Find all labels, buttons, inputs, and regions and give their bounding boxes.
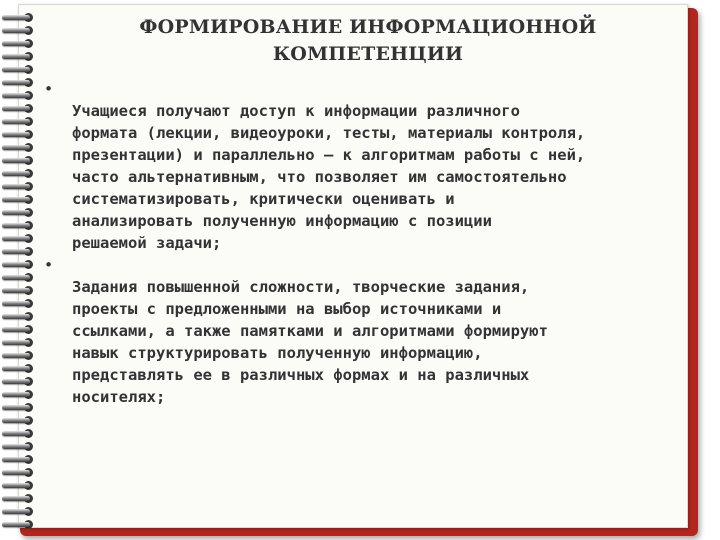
spiral-coil: [2, 36, 38, 50]
spiral-coil: [2, 361, 38, 375]
binding-wire: [2, 145, 30, 150]
binding-wire: [2, 470, 30, 475]
binding-wire: [2, 444, 30, 449]
spiral-coil: [2, 114, 38, 128]
binding-wire: [2, 496, 30, 501]
binding-wire: [2, 483, 30, 488]
spiral-coil: [2, 75, 38, 89]
binding-wire: [2, 366, 30, 371]
binding-wire: [2, 158, 30, 163]
binding-wire: [2, 327, 30, 332]
spiral-coil: [2, 413, 38, 427]
spiral-coil: [2, 426, 38, 440]
spiral-coil: [2, 283, 38, 297]
bullet-item-2: [44, 254, 718, 408]
bullet-text-1: Учащиеся получают доступ к информации различного формата (лекции, видеоуроки, тесты, материалы контроля, презентации) и параллельно – к алгоритмам работы с ней, часто альтернативным, что позволяет им самостоятельно систематизировать, критически оценивать и анализировать полученную информацию с позиции решаемой задачи;: [72, 102, 586, 252]
binding-wire: [2, 236, 30, 241]
spiral-coil: [2, 348, 38, 362]
binding-wire: [2, 67, 30, 72]
binding-wire: [2, 80, 30, 85]
binding-wire: [2, 431, 30, 436]
binding-wire: [2, 405, 30, 410]
binding-wire: [2, 314, 30, 319]
bullet-dot-icon: •: [44, 256, 54, 274]
bullet-item-1: [44, 78, 718, 254]
binding-wire: [2, 197, 30, 202]
spiral-coil: [2, 465, 38, 479]
spiral-coil: [2, 478, 38, 492]
binding-wire: [2, 132, 30, 137]
binding-wire: [2, 340, 30, 345]
title-line-2: КОМПЕТЕНЦИИ: [272, 43, 464, 65]
spiral-coil: [2, 244, 38, 258]
spiral-coil: [2, 205, 38, 219]
binding-wire: [2, 15, 30, 20]
spiral-coil: [2, 231, 38, 245]
spiral-coil: [2, 374, 38, 388]
spiral-coil: [2, 127, 38, 141]
binding-wire: [2, 210, 30, 215]
slide-title: [58, 14, 678, 68]
spiral-coil: [2, 439, 38, 453]
binding-wire: [2, 106, 30, 111]
spiral-coil: [2, 491, 38, 505]
binding-wire: [2, 223, 30, 228]
spiral-coil: [2, 335, 38, 349]
spiral-coil: [2, 23, 38, 37]
binding-wire: [2, 262, 30, 267]
bullet-text-2: Задания повышенной сложности, творческие задания, проекты с предложенными на выбор источниками и ссылками, а также памятками и алгоритмами формируют навык структурировать полученную информацию, представлять ее в различных формах и на различных носителях;: [72, 278, 548, 406]
spiral-coil: [2, 504, 38, 518]
spiral-coil: [2, 192, 38, 206]
binding-wire: [2, 353, 30, 358]
spiral-coil: [2, 101, 38, 115]
spiral-coil: [2, 309, 38, 323]
spiral-coil: [2, 257, 38, 271]
binding-wire: [2, 249, 30, 254]
spiral-coil: [2, 49, 38, 63]
binding-wire: [2, 288, 30, 293]
spiral-coil: [2, 140, 38, 154]
spiral-coil: [2, 218, 38, 232]
binding-wire: [2, 184, 30, 189]
binding-wire: [2, 379, 30, 384]
spiral-coil: [2, 166, 38, 180]
spiral-coil: [2, 296, 38, 310]
binding-wire: [2, 457, 30, 462]
spiral-binding-icon: [0, 0, 44, 540]
spiral-coil: [2, 387, 38, 401]
binding-wire: [2, 41, 30, 46]
spiral-coil: [2, 400, 38, 414]
binding-wire: [2, 54, 30, 59]
bullet-list: [44, 78, 718, 408]
spiral-coil: [2, 517, 38, 531]
binding-wire: [2, 392, 30, 397]
spiral-coil: [2, 179, 38, 193]
bullet-dot-icon: •: [44, 80, 54, 98]
binding-wire: [2, 418, 30, 423]
binding-wire: [2, 119, 30, 124]
spiral-coil: [2, 452, 38, 466]
spiral-coil: [2, 62, 38, 76]
binding-wire: [2, 28, 30, 33]
binding-wire: [2, 301, 30, 306]
spiral-coil: [2, 10, 38, 24]
spiral-coil: [2, 270, 38, 284]
binding-wire: [2, 275, 30, 280]
spiral-coil: [2, 88, 38, 102]
binding-wire: [2, 171, 30, 176]
binding-wire: [2, 522, 30, 527]
spiral-coil: [2, 322, 38, 336]
binding-wire: [2, 509, 30, 514]
binding-wire: [2, 93, 30, 98]
spiral-coil: [2, 153, 38, 167]
title-line-1: ФОРМИРОВАНИЕ ИНФОРМАЦИОННОЙ: [139, 16, 597, 38]
slide-content: [44, 14, 718, 408]
